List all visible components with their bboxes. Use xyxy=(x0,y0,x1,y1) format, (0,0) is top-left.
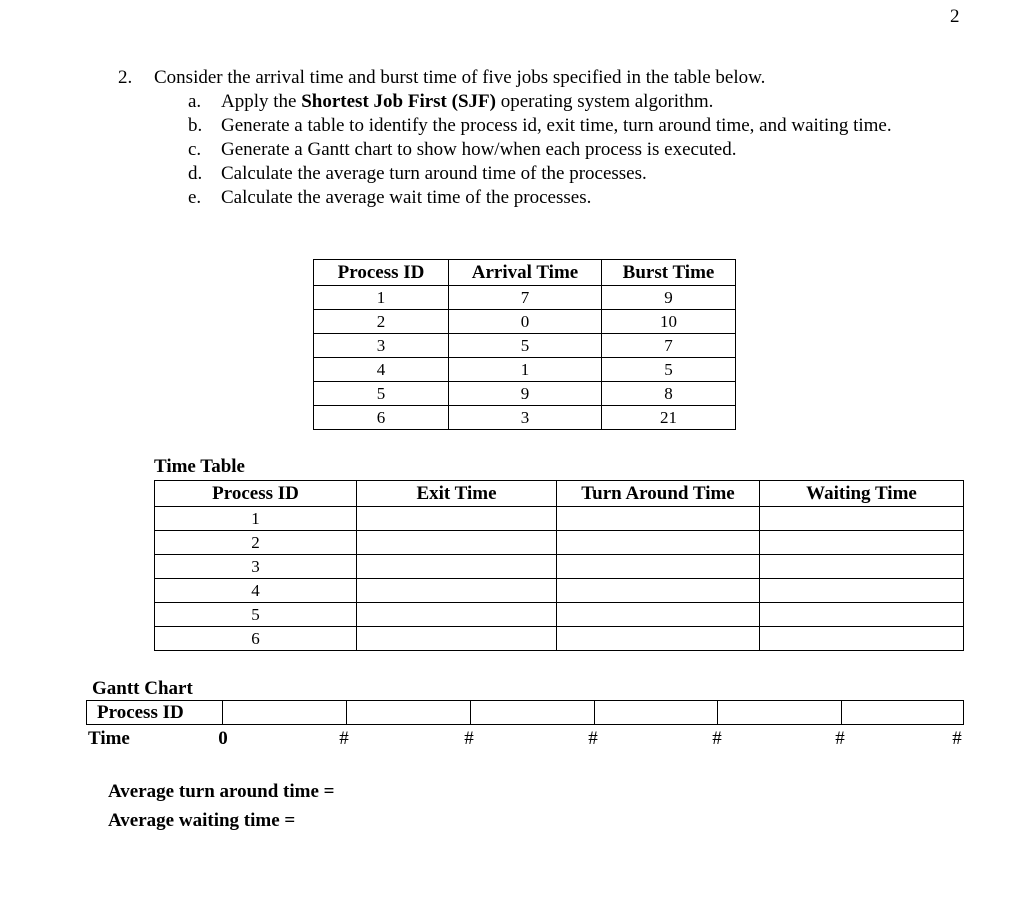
question-number: 2. xyxy=(118,67,133,88)
table-row xyxy=(155,603,964,627)
item-text: Calculate the average wait time of the processes. xyxy=(221,187,592,208)
table-header-row xyxy=(155,481,964,507)
gantt-slot xyxy=(595,701,718,724)
table-cell: 3 xyxy=(155,555,357,579)
item-text-bold: Shortest Job First (SJF) xyxy=(301,91,496,112)
exit-time-cell xyxy=(357,603,557,627)
turn-around-cell xyxy=(557,531,760,555)
table-cell: 1 xyxy=(449,358,602,382)
table-row xyxy=(314,334,736,358)
table-cell: 1 xyxy=(314,286,449,310)
gantt-time-label: Time xyxy=(88,728,130,749)
gantt-slot xyxy=(347,701,471,724)
table-cell: 5 xyxy=(449,334,602,358)
page-number: 2 xyxy=(950,6,960,27)
table-cell: 21 xyxy=(602,406,736,430)
table-row xyxy=(155,507,964,531)
gantt-tick: # xyxy=(588,728,598,749)
waiting-time-cell xyxy=(760,627,964,651)
exit-time-cell xyxy=(357,627,557,651)
turn-around-cell xyxy=(557,555,760,579)
waiting-time-cell xyxy=(760,579,964,603)
process-table xyxy=(313,259,736,430)
table-row xyxy=(155,531,964,555)
table-cell: 5 xyxy=(155,603,357,627)
waiting-time-cell xyxy=(760,555,964,579)
table-cell: 9 xyxy=(602,286,736,310)
table-row xyxy=(314,358,736,382)
gantt-tick: # xyxy=(712,728,722,749)
turn-around-cell xyxy=(557,507,760,531)
item-text-pre: Apply the xyxy=(221,91,302,112)
question-item xyxy=(118,90,998,114)
waiting-time-cell xyxy=(760,603,964,627)
item-letter: e. xyxy=(188,187,202,208)
gantt-tick: # xyxy=(835,728,845,749)
table-cell: 3 xyxy=(449,406,602,430)
column-header: Arrival Time xyxy=(449,260,602,286)
item-text xyxy=(221,90,713,114)
column-header: Burst Time xyxy=(602,260,736,286)
gantt-slot xyxy=(718,701,842,724)
gantt-tick: # xyxy=(339,728,349,749)
question xyxy=(118,66,998,210)
question-item xyxy=(118,114,998,138)
question-text: Consider the arrival time and burst time of five jobs specified in the table below. xyxy=(154,67,766,88)
table-cell: 5 xyxy=(314,382,449,406)
question-item xyxy=(118,162,998,186)
column-header: Turn Around Time xyxy=(557,481,760,507)
average-waiting-label: Average waiting time = xyxy=(108,810,296,831)
gantt-tick: # xyxy=(464,728,474,749)
gantt-process-id-label: Process ID xyxy=(87,701,223,724)
gantt-chart-bar xyxy=(86,700,964,725)
table-row xyxy=(314,382,736,406)
column-header: Exit Time xyxy=(357,481,557,507)
item-letter: a. xyxy=(188,91,202,112)
gantt-slot xyxy=(223,701,347,724)
table-row xyxy=(155,555,964,579)
waiting-time-cell xyxy=(760,531,964,555)
table-cell: 3 xyxy=(314,334,449,358)
item-text: Generate a table to identify the process id, exit time, turn around time, and waiting time. xyxy=(221,115,892,136)
exit-time-cell xyxy=(357,555,557,579)
item-letter: b. xyxy=(188,115,203,136)
table-cell: 6 xyxy=(314,406,449,430)
item-letter: c. xyxy=(188,139,202,160)
table-cell: 2 xyxy=(314,310,449,334)
table-cell: 5 xyxy=(602,358,736,382)
time-table-label: Time Table xyxy=(154,456,245,477)
table-row xyxy=(314,286,736,310)
time-table xyxy=(154,480,964,651)
question-items xyxy=(118,90,998,210)
gantt-tick: # xyxy=(952,728,962,749)
table-row xyxy=(314,406,736,430)
gantt-chart-label: Gantt Chart xyxy=(92,678,193,699)
turn-around-cell xyxy=(557,627,760,651)
table-cell: 1 xyxy=(155,507,357,531)
question-item xyxy=(118,138,998,162)
table-header-row xyxy=(314,260,736,286)
table-cell: 7 xyxy=(449,286,602,310)
gantt-slot xyxy=(842,701,963,724)
table-cell: 4 xyxy=(155,579,357,603)
table-row xyxy=(314,310,736,334)
turn-around-cell xyxy=(557,603,760,627)
item-text: Generate a Gantt chart to show how/when each process is executed. xyxy=(221,139,737,160)
question-intro xyxy=(118,66,998,90)
table-cell: 4 xyxy=(314,358,449,382)
item-text-post: operating system algorithm. xyxy=(495,91,714,112)
question-item xyxy=(118,186,998,210)
item-text: Calculate the average turn around time of the processes. xyxy=(221,163,647,184)
average-turn-around-label: Average turn around time = xyxy=(108,781,335,802)
table-cell: 10 xyxy=(602,310,736,334)
table-cell: 0 xyxy=(449,310,602,334)
column-header: Waiting Time xyxy=(760,481,964,507)
table-row xyxy=(155,627,964,651)
exit-time-cell xyxy=(357,531,557,555)
exit-time-cell xyxy=(357,507,557,531)
table-cell: 6 xyxy=(155,627,357,651)
turn-around-cell xyxy=(557,579,760,603)
table-cell: 2 xyxy=(155,531,357,555)
exit-time-cell xyxy=(357,579,557,603)
column-header: Process ID xyxy=(314,260,449,286)
waiting-time-cell xyxy=(760,507,964,531)
table-cell: 7 xyxy=(602,334,736,358)
item-letter: d. xyxy=(188,163,203,184)
column-header: Process ID xyxy=(155,481,357,507)
table-cell: 9 xyxy=(449,382,602,406)
gantt-tick: 0 xyxy=(218,728,228,749)
gantt-slot xyxy=(471,701,595,724)
table-row xyxy=(155,579,964,603)
table-cell: 8 xyxy=(602,382,736,406)
